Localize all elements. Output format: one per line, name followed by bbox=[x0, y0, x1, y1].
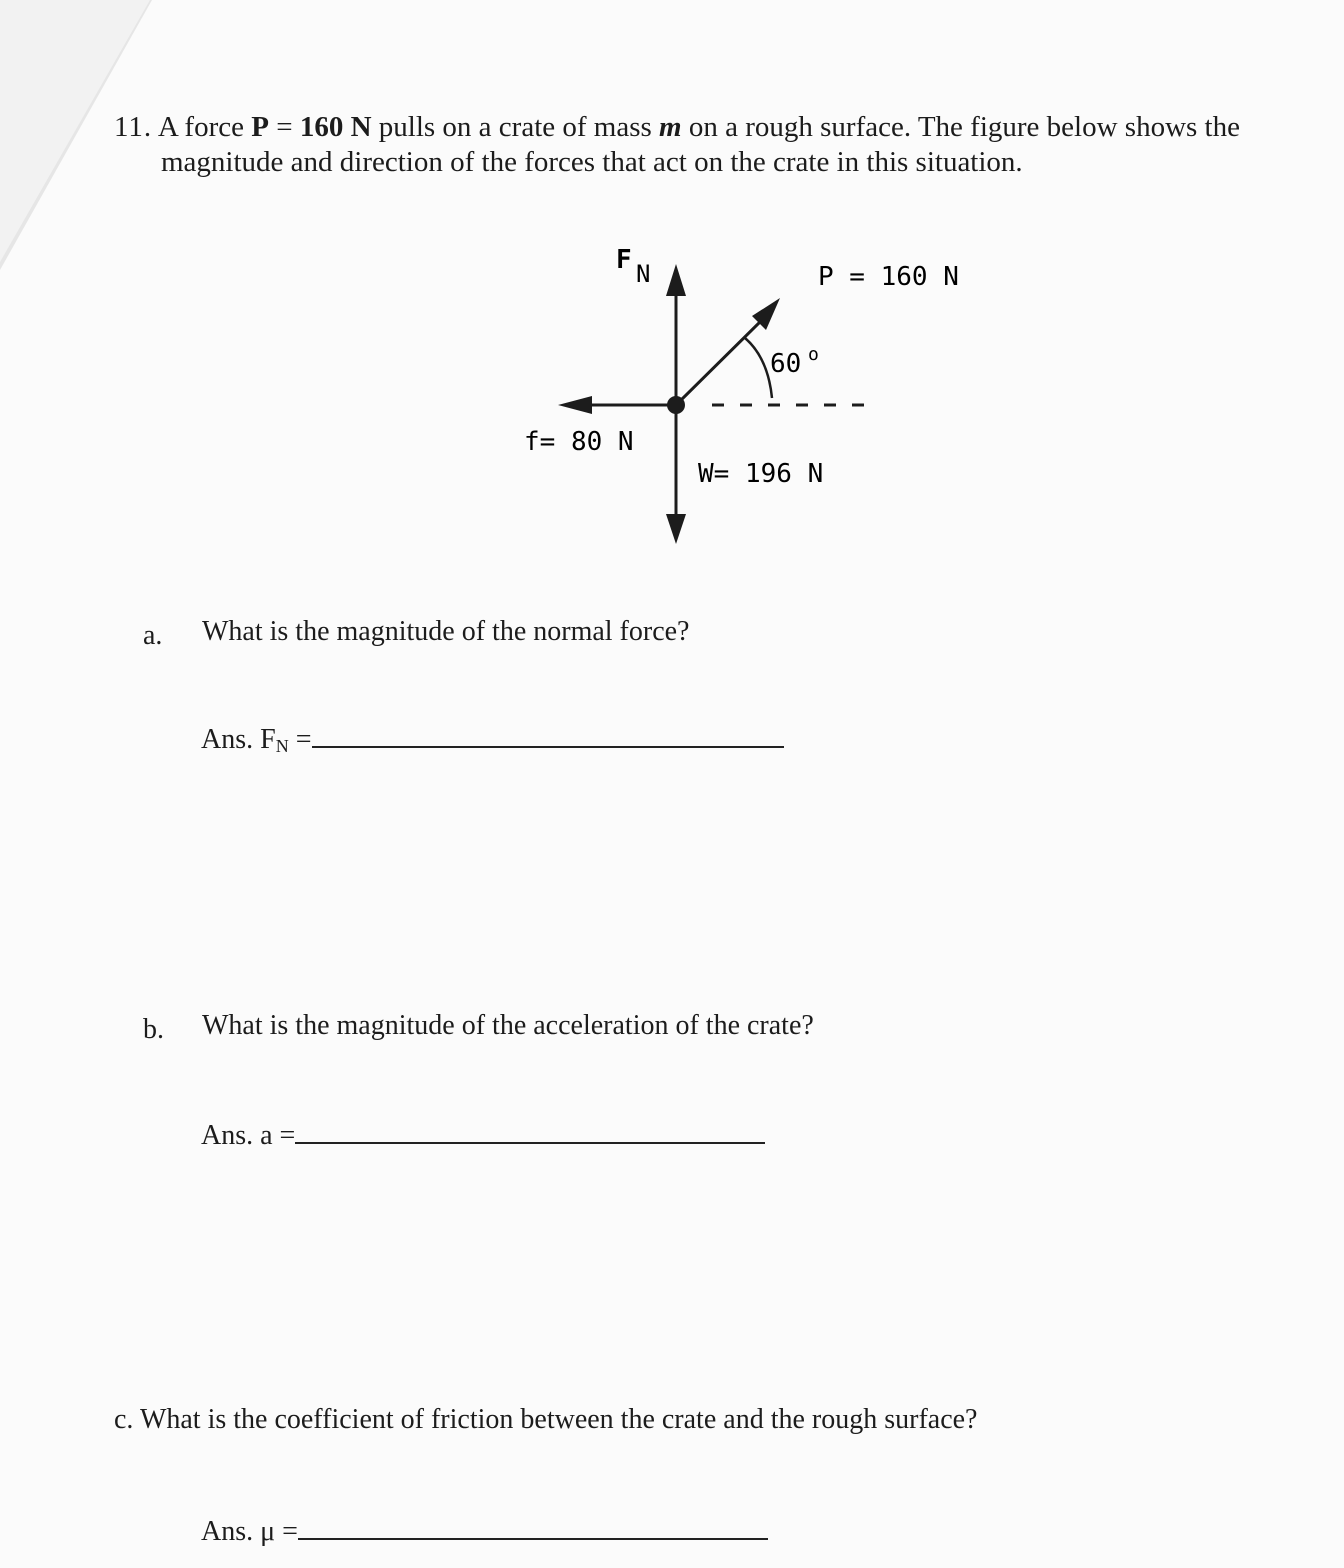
answer-a-equals: = bbox=[288, 724, 312, 755]
question-b-letter: b. bbox=[143, 1014, 164, 1045]
answer-a-blank[interactable] bbox=[312, 728, 784, 748]
question-c-line bbox=[114, 1406, 977, 1434]
normal-force-arrowhead bbox=[666, 264, 686, 296]
question-b-text: What is the magnitude of the acceleration of the crate? bbox=[202, 1010, 814, 1041]
angle-degree-symbol: o bbox=[808, 344, 819, 365]
problem-text-a: A force bbox=[157, 111, 252, 143]
equals-sign: = bbox=[268, 111, 300, 143]
question-c-letter: c. bbox=[114, 1404, 134, 1435]
problem-number: 11. bbox=[114, 111, 153, 143]
answer-b-blank[interactable] bbox=[295, 1124, 765, 1144]
pull-force-line bbox=[676, 320, 762, 405]
problem-line-2: magnitude and direction of the forces that act on the crate in this situation. bbox=[161, 146, 1023, 178]
angle-label: 60 bbox=[770, 349, 802, 379]
problem-text-b: pulls on a crate of mass bbox=[371, 111, 660, 143]
pull-force-label: P = 160 N bbox=[818, 262, 959, 292]
free-body-diagram bbox=[0, 0, 1344, 620]
normal-force-label-main: F bbox=[616, 245, 632, 275]
force-symbol: P bbox=[251, 111, 269, 143]
angle-arc bbox=[745, 338, 772, 398]
answer-a bbox=[201, 726, 784, 755]
force-value: 160 N bbox=[299, 111, 372, 143]
answer-c bbox=[201, 1518, 768, 1546]
normal-force-label-sub: N bbox=[636, 260, 651, 288]
friction-arrowhead bbox=[558, 396, 592, 414]
weight-label: W= 196 N bbox=[698, 459, 824, 489]
question-c-text: What is the coefficient of friction between the crate and the rough surface? bbox=[139, 1404, 978, 1435]
answer-c-prefix: Ans. μ = bbox=[201, 1516, 298, 1547]
weight-arrowhead bbox=[666, 514, 686, 544]
answer-b-prefix: Ans. a = bbox=[201, 1120, 296, 1151]
question-a-letter: a. bbox=[143, 620, 163, 651]
friction-label: f= 80 N bbox=[524, 427, 634, 457]
crate-point bbox=[667, 396, 685, 414]
answer-a-subscript: N bbox=[275, 736, 289, 756]
question-a-text: What is the magnitude of the normal force? bbox=[202, 616, 690, 647]
problem-text-c: on a rough surface. The figure below shows the bbox=[681, 111, 1240, 143]
answer-b bbox=[201, 1122, 765, 1150]
answer-c-blank[interactable] bbox=[298, 1520, 768, 1540]
mass-symbol: m bbox=[659, 111, 682, 143]
answer-a-prefix: Ans. F bbox=[201, 724, 276, 755]
